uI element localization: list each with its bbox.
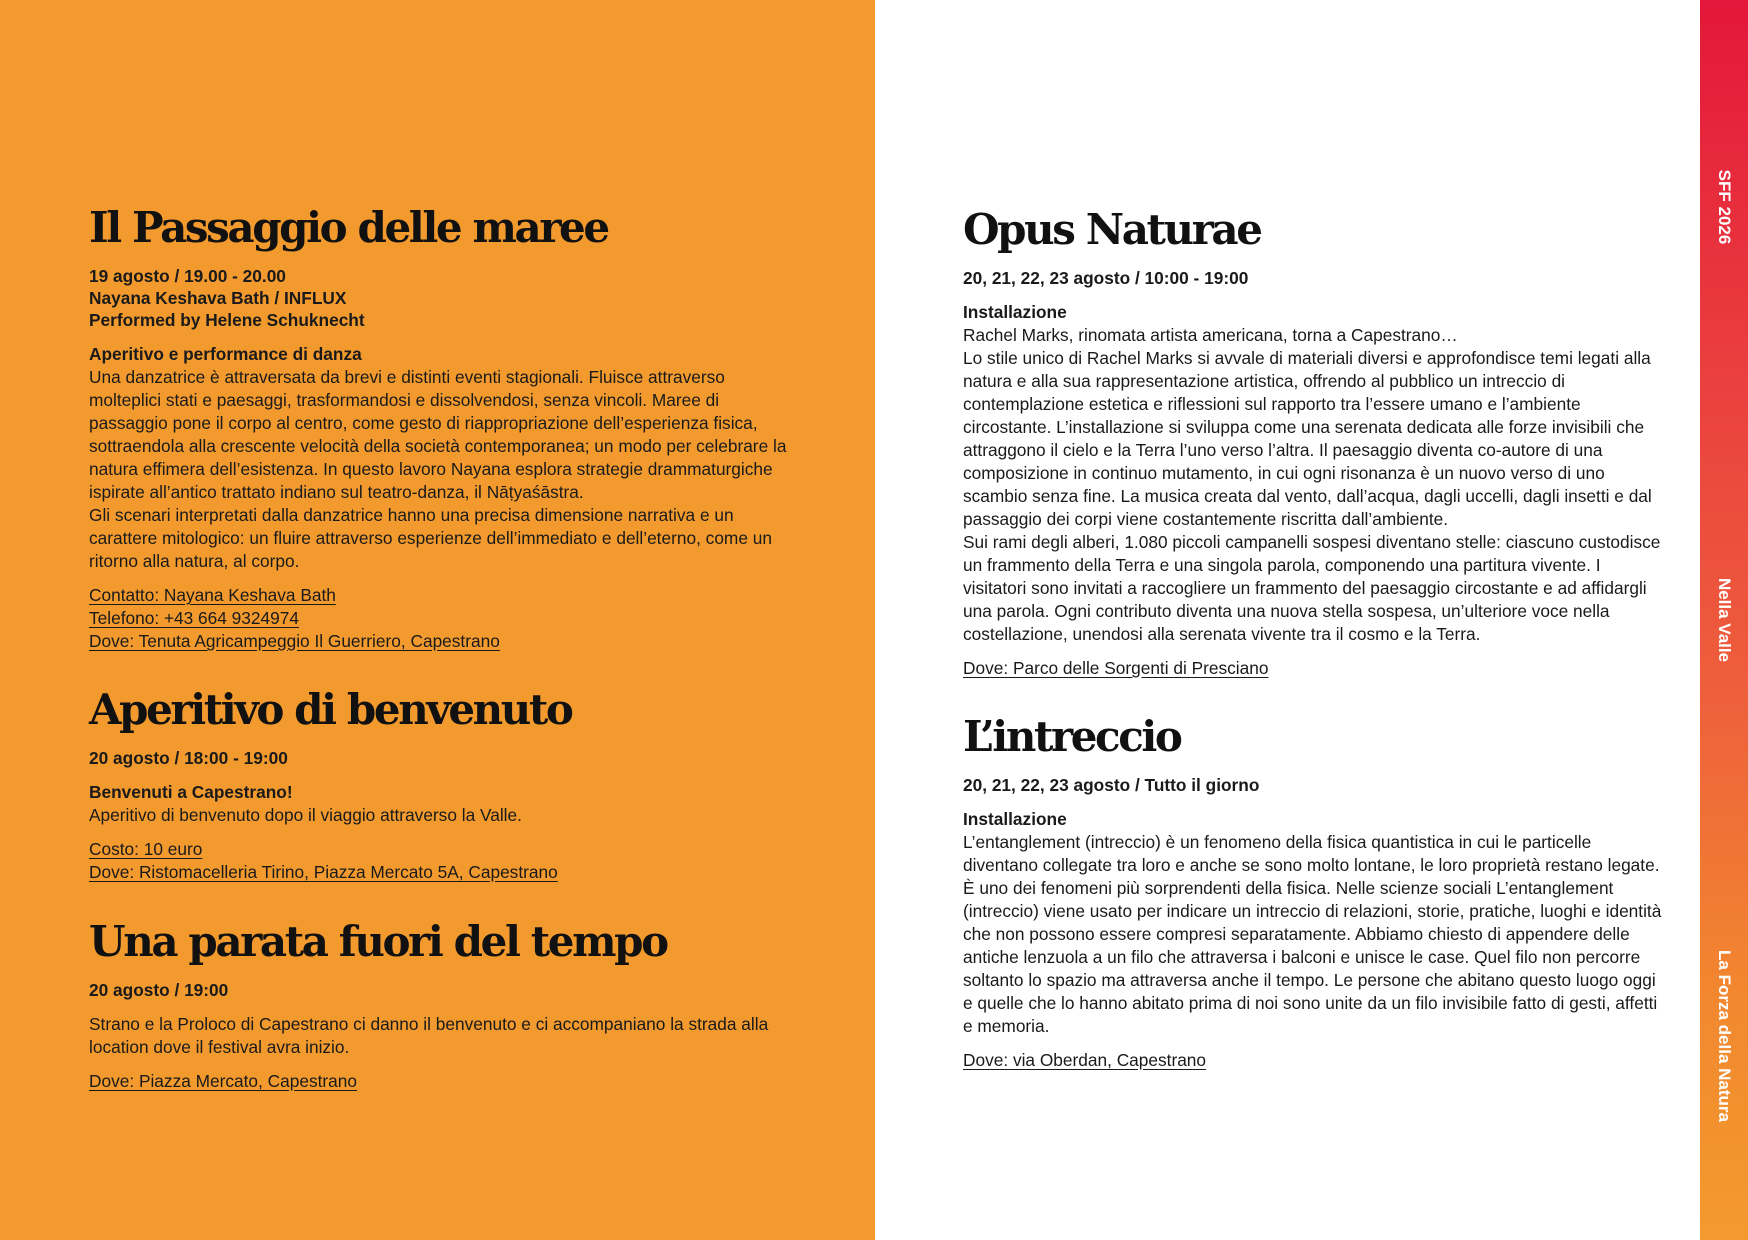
event-il-passaggio-delle-maree — [89, 203, 789, 653]
event-subtitle: Installazione — [963, 302, 1067, 322]
event-opus-naturae — [963, 205, 1665, 680]
event-paragraph: Sui rami degli alberi, 1.080 piccoli campanelli sospesi diventano stelle: ciascuno custodisce un frammento della Terra e una singola parola, componendo una partitura vivente. I visitatori sono invitati a raccogliere un frammento del paesaggio circostante e ad affidargli una parola. Ogni contributo diventa una nuova stella sospesa, un’ulteriore voce nella costellazione, unendosi alla serenata vivente tra il cosmo e la Terra. — [963, 532, 1661, 644]
event-paragraph: Strano e la Proloco di Capestrano ci danno il benvenuto e ci accompaniano la strada alla location dove il festival avra inizio. — [89, 1014, 769, 1057]
event-l-intreccio — [963, 712, 1665, 1072]
event-aperitivo-di-benvenuto — [89, 685, 789, 884]
event-description — [963, 301, 1665, 646]
event-title: Una parata fuori del tempo — [89, 917, 667, 966]
cost-link[interactable]: Costo: 10 euro — [89, 839, 203, 859]
contact-link[interactable]: Contatto: Nayana Keshava Bath — [89, 585, 336, 605]
event-description — [963, 808, 1665, 1038]
event-paragraph: Gli scenari interpretati dalla danzatrice hanno una precisa dimensione narrativa e un carattere mitologico: un fluire attraverso esperienze dell’immediato e dell’eterno, come un ritorno alla natura, al corpo. — [89, 505, 772, 571]
event-meta — [89, 979, 789, 1001]
location-link[interactable]: Dove: Tenuta Agricampeggio Il Guerriero, Capestrano — [89, 631, 500, 651]
event-links — [89, 1070, 789, 1093]
event-description — [89, 781, 789, 827]
event-date: 19 agosto / 19.00 - 20.00 — [89, 266, 286, 286]
strip-label-festival: SFF 2026 — [1715, 169, 1734, 245]
event-meta — [89, 747, 789, 769]
event-meta — [963, 774, 1665, 796]
event-subtitle: Aperitivo e performance di danza — [89, 344, 362, 364]
event-title: Il Passaggio delle maree — [89, 203, 608, 252]
event-subtitle: Benvenuti a Capestrano! — [89, 782, 293, 802]
location-link[interactable]: Dove: via Oberdan, Capestrano — [963, 1050, 1207, 1070]
location-link[interactable]: Dove: Ristomacelleria Tirino, Piazza Mercato 5A, Capestrano — [89, 862, 558, 882]
event-description — [89, 343, 789, 573]
event-meta — [963, 267, 1665, 289]
event-paragraph: Aperitivo di benvenuto dopo il viaggio attraverso la Valle. — [89, 805, 522, 825]
location-link[interactable]: Dove: Parco delle Sorgenti di Presciano — [963, 658, 1269, 678]
event-links — [963, 657, 1665, 680]
event-paragraph: L’entanglement (intreccio) è un fenomeno della fisica quantistica in cui le particelle diventano collegate tra loro e anche se sono molto lontane, le loro proprietà restano legate. È uno dei fenomeni più sorprendenti della fisica. Nelle scienze sociali L’entanglement (intreccio) viene usato per indicare un intreccio di relazioni, storie, pratiche, luoghi e identità che non possono essere compresi separatamente. Abbiamo chiesto di appendere delle antiche lenzuola a un filo che attraversa i balconi e unisce le case. Quel filo non percorre soltanto lo spazio ma attraversa anche il tempo. Le persone che abitano questo luogo oggi e quelle che lo hanno abitato prima di noi sono unite da un filo invisibile fatto di gesti, affetti e memoria. — [963, 832, 1662, 1036]
strip-label-theme: La Forza della Natura — [1715, 950, 1734, 1122]
event-una-parata-fuori-del-tempo — [89, 917, 789, 1093]
event-date: 20 agosto / 18:00 - 19:00 — [89, 748, 288, 768]
event-description — [89, 1013, 789, 1059]
event-paragraph: Rachel Marks, rinomata artista americana, torna a Capestrano… — [963, 325, 1458, 345]
event-date: 20, 21, 22, 23 agosto / Tutto il giorno — [963, 775, 1260, 795]
event-subtitle: Installazione — [963, 809, 1067, 829]
event-date: 20 agosto / 19:00 — [89, 980, 229, 1000]
event-paragraph: Lo stile unico di Rachel Marks si avvale di materiali diversi e approfondisce temi legati alla natura e alla sua rappresentazione artistica, offrendo al pubblico un intreccio di contemplazione estetica e riflessioni sul rapporto tra l’essere umano e l’ambiente circostante. L’installazione si sviluppa come una serenata dedicata alle forze invisibili che attraggono il cielo e la Terra l’uno verso l’altra. Il paesaggio diventa co-autore di una composizione in continuo mutamento, in cui ogni risonanza è un nuovo verso di uno scambio senza fine. La musica creata dal vento, dall’acqua, dagli uccelli, dagli insetti e dal passaggio dei corpi viene costantemente riscritta dall’ambiente. — [963, 348, 1652, 529]
event-links — [89, 584, 789, 653]
location-link[interactable]: Dove: Piazza Mercato, Capestrano — [89, 1071, 357, 1091]
event-date: 20, 21, 22, 23 agosto / 10:00 - 19:00 — [963, 268, 1249, 288]
event-meta — [89, 265, 789, 331]
event-performer: Performed by Helene Schuknecht — [89, 310, 365, 330]
event-title: L’intreccio — [963, 712, 1181, 761]
event-title: Opus Naturae — [963, 205, 1261, 254]
phone-link[interactable]: Telefono: +43 664 9324974 — [89, 608, 299, 628]
strip-label-section: Nella Valle — [1715, 577, 1734, 663]
event-links — [963, 1049, 1665, 1072]
event-title: Aperitivo di benvenuto — [89, 685, 572, 734]
event-artist: Nayana Keshava Bath / INFLUX — [89, 288, 347, 308]
event-links — [89, 838, 789, 884]
event-paragraph: Una danzatrice è attraversata da brevi e distinti eventi stagionali. Fluisce attraverso molteplici stati e paesaggi, trasformandosi e dissolvendosi, senza vincoli. Maree di passaggio pone il corpo al centro, come gesto di riappropriazione dell’esperienza fisica, sottraendola alla crescente velocità della società contemporanea; un modo per celebrare la natura effimera dell’esistenza. In questo lavoro Nayana esplora strategie drammaturgiche ispirate all’antico trattato indiano sul teatro-danza, il Nāṭyaśāstra. — [89, 367, 787, 502]
